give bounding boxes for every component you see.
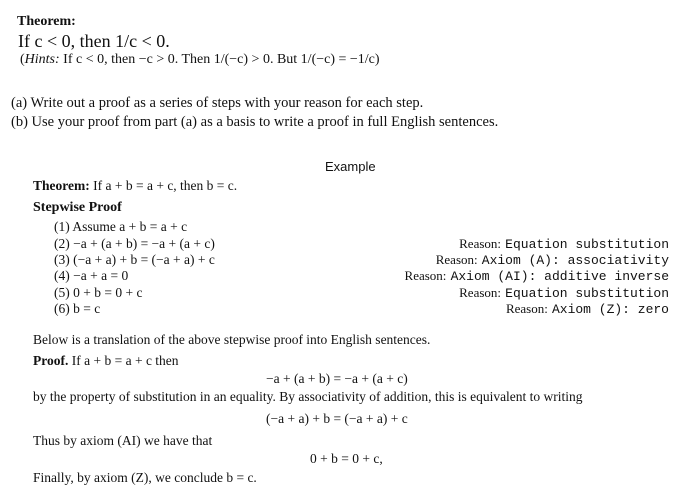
- proof-first-line: [33, 353, 179, 369]
- example-heading: Example: [325, 159, 376, 174]
- proof-label: Proof.: [33, 353, 69, 368]
- step-number: (4): [54, 268, 70, 283]
- step-expression: 0 + b = 0 + c: [73, 285, 143, 300]
- step-expression: (−a + a) + b = (−a + a) + c: [73, 252, 215, 267]
- step-row: [54, 268, 128, 284]
- part-b-instruction: (b) Use your proof from part (a) as a basis to write a proof in full English sentences.: [11, 114, 499, 130]
- problem-hints: (Hints: If c < 0, then −c > 0. Then 1/(−c) > 0. But 1/(−c) = −1/c): [20, 52, 380, 67]
- example-theorem-label: Theorem:: [33, 178, 90, 193]
- equation-2: (−a + a) + b = (−a + a) + c: [266, 411, 408, 426]
- equation-1: −a + (a + b) = −a + (a + c): [266, 371, 408, 386]
- proof-paragraph-2: by the property of substitution in an equality. By associativity of addition, this is equivalent to writing: [33, 389, 583, 404]
- step-row: [54, 219, 187, 235]
- step-number: (5): [54, 285, 70, 300]
- problem-theorem-label: Theorem:: [17, 14, 76, 29]
- proof-conclusion: Finally, by axiom (Z), we conclude b = c.: [33, 470, 257, 485]
- equation-3: 0 + b = 0 + c,: [310, 451, 383, 466]
- step-number: (3): [54, 252, 70, 267]
- step-expression: −a + (a + b) = −a + (a + c): [73, 236, 215, 251]
- reason-prefix: Reason:: [459, 285, 502, 300]
- reason-prefix: Reason:: [459, 236, 502, 251]
- step-reason: [459, 236, 669, 252]
- reason-text: Axiom (A): associativity: [481, 253, 669, 268]
- reason-text: Axiom (Z): zero: [551, 302, 669, 317]
- hints-label: Hints:: [24, 52, 60, 67]
- step-row: [54, 285, 142, 301]
- step-reason: [405, 268, 669, 284]
- problem-statement: If c < 0, then 1/c < 0.: [18, 31, 170, 51]
- example-theorem: [33, 178, 237, 194]
- step-expression: −a + a = 0: [73, 268, 129, 283]
- step-expression: Assume a + b = a + c: [72, 219, 188, 234]
- proof-line1: If a + b = a + c then: [71, 353, 179, 368]
- reason-prefix: Reason:: [505, 301, 548, 316]
- step-reason: [436, 252, 669, 268]
- reason-prefix: Reason:: [435, 252, 478, 267]
- stepwise-heading: Stepwise Proof: [33, 200, 122, 215]
- example-theorem-text: If a + b = a + c, then b = c.: [93, 178, 238, 193]
- reason-text: Equation substitution: [505, 237, 669, 252]
- step-row: [54, 236, 215, 252]
- part-a-instruction: (a) Write out a proof as a series of steps with your reason for each step.: [11, 95, 424, 111]
- reason-text: Axiom (AI): additive inverse: [450, 269, 669, 284]
- hints-text: If c < 0, then −c > 0. Then 1/(−c) > 0. But 1/(−c) = −1/c): [63, 52, 380, 67]
- step-reason: [506, 301, 669, 317]
- step-number: (2): [54, 236, 70, 251]
- reason-prefix: Reason:: [404, 268, 447, 283]
- step-expression: b = c: [73, 301, 101, 316]
- reason-text: Equation substitution: [505, 286, 669, 301]
- step-row: [54, 301, 100, 317]
- proof-paragraph-3: Thus by axiom (AI) we have that: [33, 433, 213, 448]
- step-number: (1): [54, 219, 70, 234]
- step-number: (6): [54, 301, 70, 316]
- translation-intro: Below is a translation of the above stepwise proof into English sentences.: [33, 332, 431, 347]
- step-row: [54, 252, 215, 268]
- step-reason: [459, 285, 669, 301]
